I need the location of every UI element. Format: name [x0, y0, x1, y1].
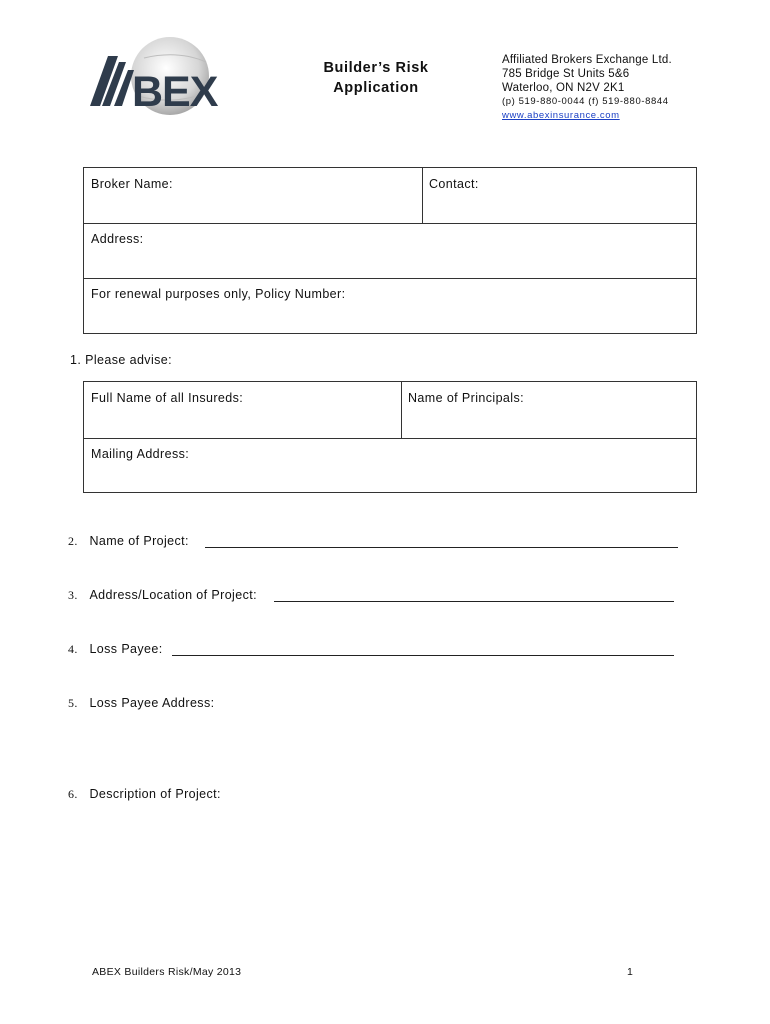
question-label: Loss Payee:	[89, 642, 163, 656]
loss-payee-address-input[interactable]	[90, 716, 690, 776]
svg-text:BEX: BEX	[132, 68, 218, 116]
question-2	[68, 534, 189, 549]
loss-payee-input[interactable]	[172, 646, 674, 656]
question-label: Name of Project:	[89, 534, 189, 548]
question-number: 3.	[68, 588, 78, 602]
abex-logo	[88, 36, 238, 124]
full-name-insureds-label: Full Name of all Insureds:	[91, 391, 244, 405]
section-1-heading: 1. Please advise:	[70, 353, 172, 367]
question-3	[68, 588, 257, 603]
principals-field[interactable]	[401, 382, 697, 438]
question-label: Address/Location of Project:	[89, 588, 257, 602]
policy-number-field[interactable]	[84, 278, 696, 333]
contact-field[interactable]	[422, 168, 697, 223]
question-5	[68, 696, 214, 711]
broker-address-label: Address:	[91, 232, 144, 246]
company-phone: (p) 519-880-0044 (f) 519-880-8844	[502, 96, 669, 107]
footer-page-number: 1	[627, 966, 634, 978]
abex-logo-graphic	[88, 36, 238, 124]
project-description-input[interactable]	[90, 808, 690, 948]
contact-label: Contact:	[429, 177, 479, 191]
company-street: 785 Bridge St Units 5&6	[502, 68, 630, 80]
form-title-line2: Application	[333, 80, 419, 96]
footer-document-id: ABEX Builders Risk/May 2013	[92, 966, 242, 978]
broker-address-field[interactable]	[84, 223, 696, 278]
question-4	[68, 642, 163, 657]
form-title-line1: Builder’s Risk	[323, 60, 429, 76]
company-website-link[interactable]: www.abexinsurance.com	[502, 110, 620, 121]
question-number: 5.	[68, 696, 78, 710]
mailing-address-field[interactable]	[84, 438, 696, 493]
company-city: Waterloo, ON N2V 2K1	[502, 82, 625, 94]
policy-number-label: For renewal purposes only, Policy Number:	[91, 287, 346, 301]
project-location-input[interactable]	[274, 592, 674, 602]
question-number: 6.	[68, 787, 78, 801]
broker-info-box	[83, 167, 697, 334]
question-number: 2.	[68, 534, 78, 548]
company-address-block	[502, 53, 672, 123]
question-number: 4.	[68, 642, 78, 656]
question-label: Loss Payee Address:	[89, 696, 215, 710]
full-name-insureds-field[interactable]	[84, 382, 401, 438]
question-6	[68, 787, 221, 802]
broker-name-field[interactable]	[84, 168, 422, 223]
form-title	[300, 58, 452, 98]
project-name-input[interactable]	[205, 538, 678, 548]
principals-label: Name of Principals:	[408, 391, 524, 405]
broker-name-label: Broker Name:	[91, 177, 173, 191]
company-name: Affiliated Brokers Exchange Ltd.	[502, 54, 672, 66]
insured-info-box	[83, 381, 697, 493]
mailing-address-label: Mailing Address:	[91, 447, 190, 461]
question-label: Description of Project:	[89, 787, 221, 801]
